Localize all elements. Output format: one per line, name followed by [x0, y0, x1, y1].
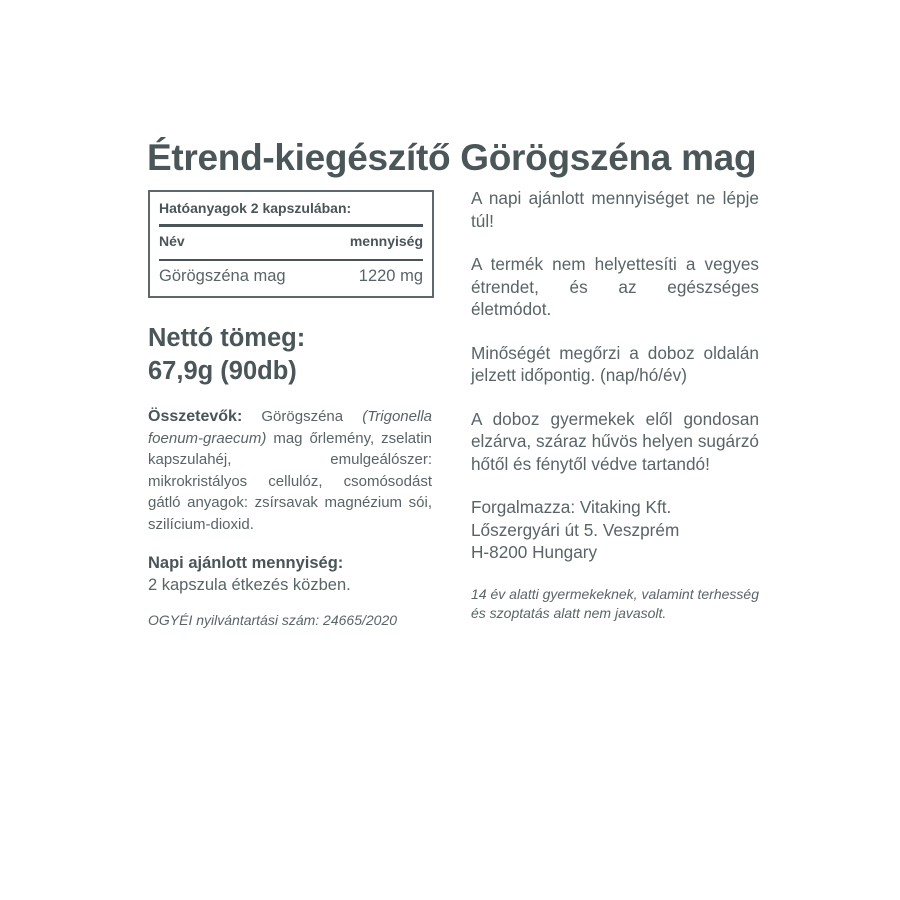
- net-weight: [148, 322, 434, 388]
- notice-dose-limit: A napi ajánlott mennyiséget ne lépje túl!: [471, 188, 759, 231]
- distributor: [471, 496, 759, 564]
- column-header-name: Név: [159, 233, 185, 249]
- table-divider-thin: [159, 259, 423, 261]
- active-ingredients-table: [148, 190, 434, 298]
- table-cell-amount: 1220 mg: [358, 267, 423, 285]
- net-weight-value: 67,9g (90db): [148, 357, 297, 385]
- ingredients-text-1: Görögszéna: [242, 408, 363, 425]
- net-weight-label: Nettó tömeg:: [148, 324, 306, 352]
- registration-number: OGYÉI nyilvántartási szám: 24665/2020: [148, 612, 398, 628]
- warning-children-pregnancy: 14 év alatti gyermekeknek, valamint terhesség és szoptatás alatt nem javasolt.: [471, 585, 759, 621]
- daily-dose-label: Napi ajánlott mennyiség:: [148, 554, 344, 572]
- daily-dose: [148, 552, 434, 596]
- distributor-line-2: Lőszergyári út 5. Veszprém: [471, 519, 680, 540]
- distributor-line-3: H-8200 Hungary: [471, 542, 598, 562]
- notice-best-before: Minőségét megőrzi a doboz oldalán jelzett időpontig. (nap/hó/év): [471, 342, 759, 385]
- distributor-line-1: Forgalmazza: Vitaking Kft.: [471, 497, 672, 517]
- product-title: Étrend-kiegészítő Görögszéna mag: [147, 137, 757, 178]
- column-header-amount: mennyiség: [349, 233, 423, 249]
- ingredients-latin-name: (Trigonella foenum-graecum): [148, 408, 432, 447]
- right-column: [471, 187, 759, 645]
- notice-storage: A doboz gyermekek elől gondosan elzárva, száraz hűvös helyen sugárzó hőtől és fénytől védve tartandó!: [471, 408, 759, 474]
- ingredients: [148, 406, 432, 535]
- notice-diet: A termék nem helyettesíti a vegyes étrendet, és az egészséges életmódot.: [471, 254, 759, 319]
- daily-dose-value: 2 kapszula étkezés közben.: [148, 576, 351, 594]
- table-header: Hatóanyagok 2 kapszulában:: [159, 200, 352, 216]
- ingredients-text-2: mag őrlemény, zselatin kapszulahéj, emulgeálószer: mikrokristályos cellulóz, csomósodást gátló anyagok: zsírsavak magnézium sói, szilícium-dioxid.: [148, 429, 432, 533]
- table-cell-name: Görögszéna mag: [159, 267, 286, 285]
- ingredients-label: Összetevők:: [148, 408, 243, 425]
- table-divider-thick: [159, 224, 423, 227]
- left-column: [148, 190, 434, 628]
